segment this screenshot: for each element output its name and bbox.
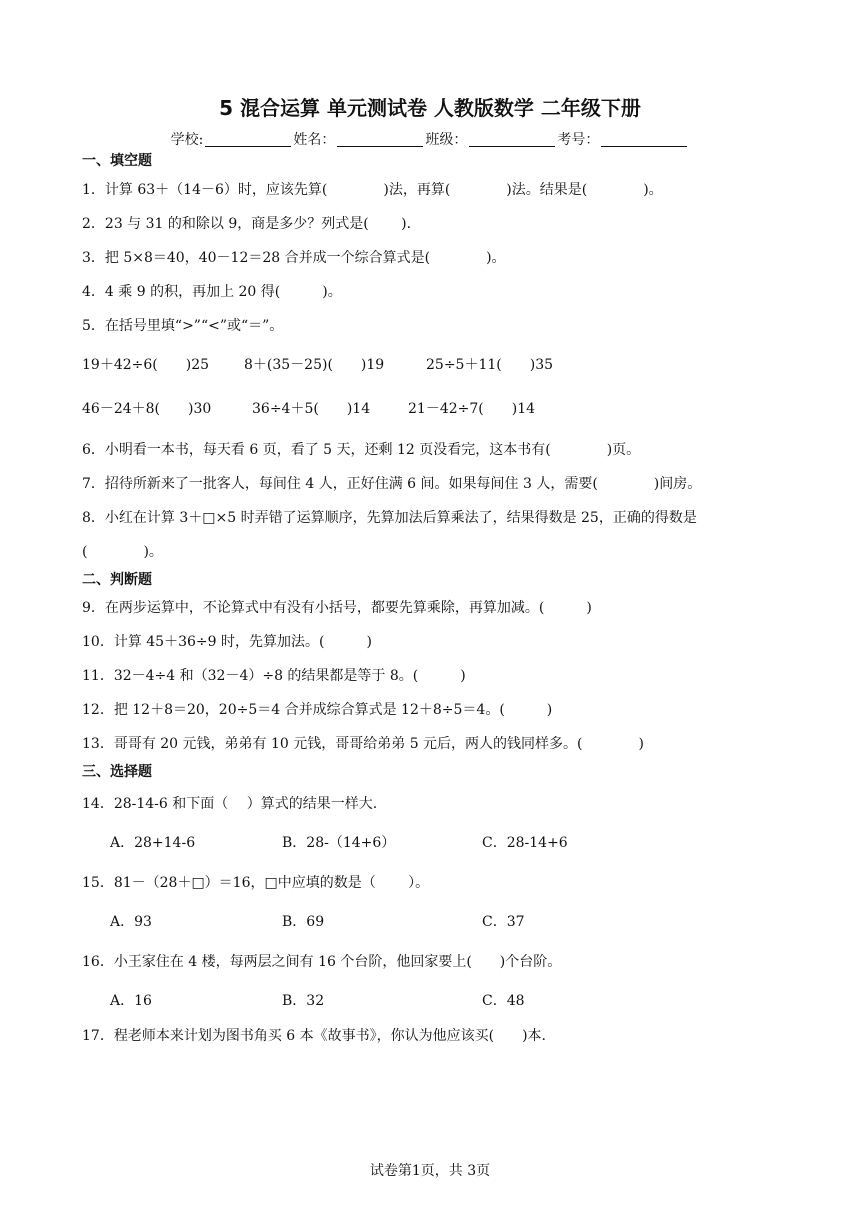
question-10: 10．计算 45＋36÷9 时，先算加法。( ) xyxy=(82,634,372,650)
school-label: 学校: xyxy=(170,132,204,148)
question-7: 7．招待所新来了一批客人，每间住 4 人，正好住满 6 间。如果每间住 3 人，需要( )间房。 xyxy=(82,476,702,492)
question-6: 6．小明看一本书，每天看 6 页，看了 5 天，还剩 12 页没看完，这本书有( )页。 xyxy=(82,442,641,458)
q5-item: 46－24＋8( )30 xyxy=(82,401,212,417)
q16-option-a[interactable]: A．16 xyxy=(110,993,152,1009)
page-title: 5 混合运算 单元测试卷 人教版数学 二年级下册 xyxy=(219,96,641,120)
section-true-false: 二、判断题 xyxy=(82,572,152,588)
student-info-line xyxy=(0,129,860,149)
question-5: 5．在括号里填“>”“<”或“＝”。 xyxy=(82,318,284,334)
q14-option-b[interactable]: B．28-（14+6） xyxy=(282,835,396,851)
question-17: 17．程老师本来计划为图书角买 6 本《故事书》，你认为他应该买( )本. xyxy=(82,1028,546,1044)
question-8: 8．小红在计算 3＋□×5 时弄错了运算顺序，先算加法后算乘法了，结果得数是 25，正确的得数是 xyxy=(82,510,697,526)
question-1: 1．计算 63＋（14－6）时，应该先算( )法，再算( )法。结果是( )。 xyxy=(82,182,663,198)
question-8-continued: ( )。 xyxy=(82,544,163,560)
q5-item: 36÷4＋5( )14 xyxy=(252,401,371,417)
q16-option-b[interactable]: B．32 xyxy=(282,993,325,1009)
question-12: 12．把 12＋8＝20，20÷5＝4 合并成综合算式是 12＋8÷5＝4。( ) xyxy=(82,702,553,718)
question-13: 13．哥哥有 20 元钱，弟弟有 10 元钱，哥哥给弟弟 5 元后，两人的钱同样多。( ) xyxy=(82,736,644,752)
question-9: 9．在两步运算中，不论算式中有没有小括号，都要先算乘除，再算加减。( ) xyxy=(82,600,592,616)
q5-item: 21－42÷7( )14 xyxy=(408,401,536,417)
q5-item: 8＋(35－25)( )19 xyxy=(244,357,385,373)
question-2: 2．23 与 31 的和除以 9，商是多少？列式是( ). xyxy=(82,216,412,232)
q5-item: 19＋42÷6( )25 xyxy=(82,357,210,373)
section-multiple-choice: 三、选择题 xyxy=(82,764,152,780)
question-11: 11．32－4÷4 和（32－4）÷8 的结果都是等于 8。( ) xyxy=(82,668,466,684)
page-footer: 试卷第1页，共 3页 xyxy=(369,1163,491,1179)
q14-option-c[interactable]: C．28-14+6 xyxy=(482,835,568,851)
name-blank[interactable] xyxy=(337,132,423,147)
q5-item: 25÷5＋11( )35 xyxy=(426,357,554,373)
name-label: 姓名： xyxy=(293,132,336,148)
q16-option-c[interactable]: C．48 xyxy=(482,993,525,1009)
q14-option-a[interactable]: A．28+14-6 xyxy=(110,835,196,851)
q15-option-a[interactable]: A．93 xyxy=(110,914,152,930)
number-label: 考号： xyxy=(557,132,600,148)
class-label: 班级： xyxy=(425,132,468,148)
question-14: 14．28-14-6 和下面（ ）算式的结果一样大. xyxy=(82,796,378,812)
section-fill-blank: 一、填空题 xyxy=(82,153,152,169)
question-3: 3．把 5×8＝40，40－12＝28 合并成一个综合算式是( )。 xyxy=(82,250,506,266)
q15-option-b[interactable]: B．69 xyxy=(282,914,325,930)
question-15: 15．81－（28＋□）＝16，□中应填的数是（ ）。 xyxy=(82,875,430,891)
class-blank[interactable] xyxy=(469,132,555,147)
q15-option-c[interactable]: C．37 xyxy=(482,914,525,930)
question-16: 16．小王家住在 4 楼，每两层之间有 16 个台阶，他回家要上( )个台阶。 xyxy=(82,954,562,970)
question-4: 4．4 乘 9 的积，再加上 20 得( )。 xyxy=(82,284,342,300)
number-blank[interactable] xyxy=(601,132,687,147)
school-blank[interactable] xyxy=(205,132,291,147)
